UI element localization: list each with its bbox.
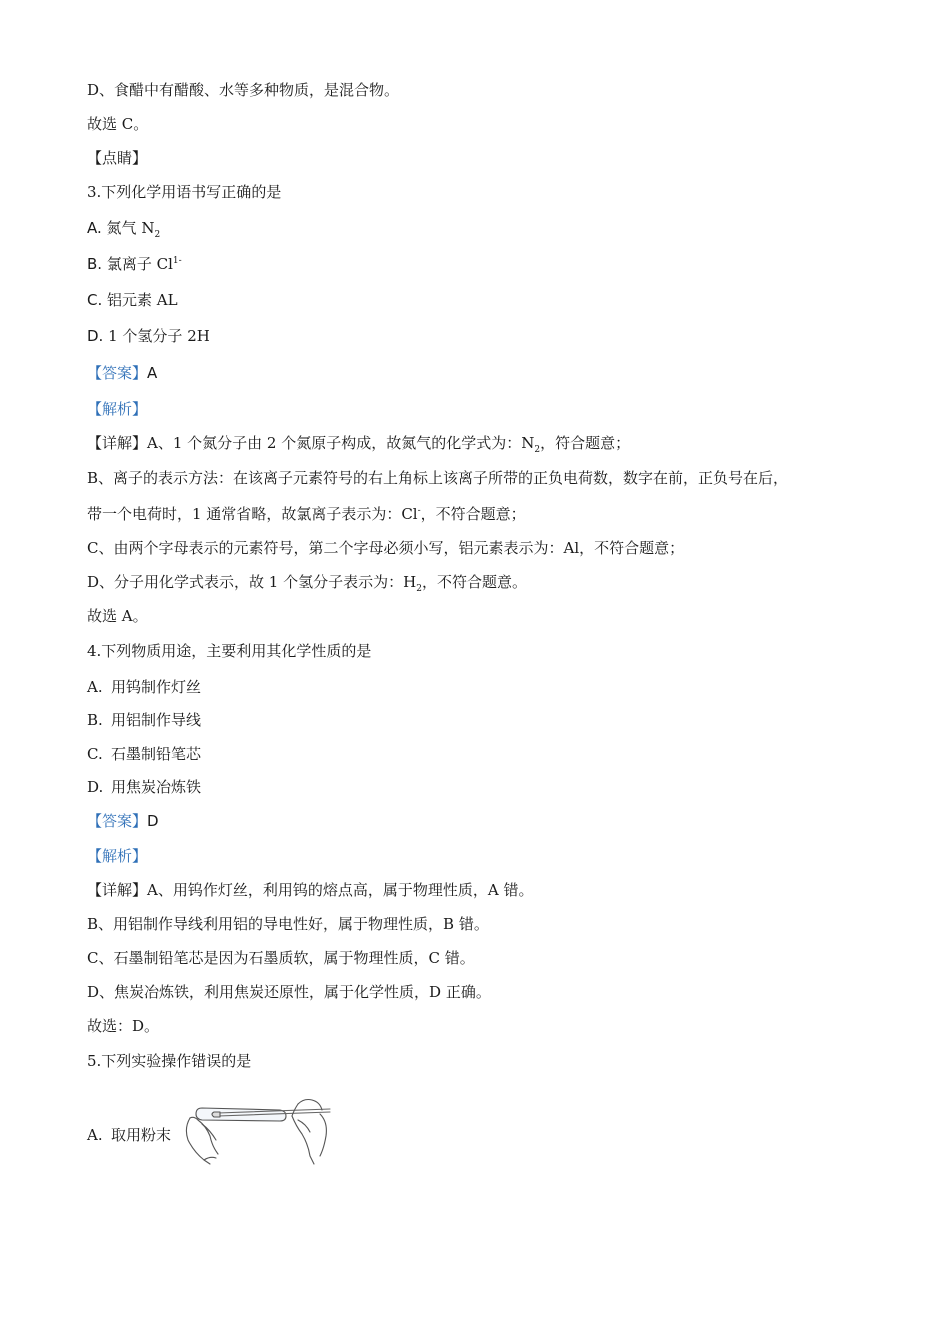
q3-option-d-letter: D. [87,327,104,345]
q3-detail-b2-tail: ，不符合题意； [420,505,526,523]
q4-analysis-label: 【解析】 [87,847,148,865]
q4-answer-label: 【答案】 [87,812,148,830]
powder-test-tube-illustration [180,1090,335,1165]
q4-conclusion: 故选：D。 [87,1017,160,1035]
q4-option-b-letter: B. [87,711,103,729]
q4-answer [87,811,159,831]
q4-option-c-letter: C. [87,745,103,763]
q4-option-b [87,710,201,730]
prev-option-d-explanation: D、食醋中有醋酸、水等多种物质，是混合物。 [87,81,400,99]
q3-detail-b-line2 [87,504,526,524]
q3-option-a-text: 氮气 N [106,219,155,237]
q3-detail-b-line1: B、离子的表示方法：在该离子元素符号的右上角标上该离子所带的正负电荷数，数字在前，正负号在后， [87,469,789,487]
q3-conclusion: 故选 A。 [87,607,148,625]
q4-option-d-letter: D. [87,778,104,796]
q3-detail-b2-superscript: - [417,506,421,516]
q3-detail-d-subscript: 2 [416,584,422,594]
q3-detail-a-tail: ，符合题意； [540,434,631,452]
q4-option-c [87,744,201,764]
q3-detail-b2-text: 带一个电荷时，1 通常省略，故氯离子表示为：Cl [87,505,418,523]
q4-option-a-text: 用钨制作灯丝 [111,678,202,696]
q3-detail-a-text: A、1 个氮分子由 2 个氮原子构成，故氮气的化学式为：N [147,434,535,452]
q4-detail-a [87,880,533,900]
q3-option-c [87,290,178,310]
q3-option-b-letter: B. [87,255,103,273]
dianjing-label: 【点睛】 [87,149,148,167]
q4-option-a-letter: A. [87,678,103,696]
q3-option-d-text: 1 个氢分子 2H [108,327,210,345]
q3-detail-c: C、由两个字母表示的元素符号，第二个字母必须小写，铝元素表示为：Al，不符合题意； [87,539,685,557]
q4-detail-b: B、用铝制作导线利用铝的导电性好，属于物理性质，B 错。 [87,915,489,933]
q4-option-a [87,677,201,697]
q4-option-d [87,777,201,797]
q4-detail-a-text: A、用钨作灯丝，利用钨的熔点高，属于物理性质，A 错。 [147,881,534,899]
q3-answer [87,363,157,383]
q3-option-a [87,218,160,238]
q4-detail-label: 【详解】 [87,881,148,899]
q3-detail-a [87,433,630,453]
q3-option-d [87,326,210,346]
q4-option-c-text: 石墨制铅笔芯 [111,745,202,763]
q3-detail-d [87,572,527,592]
q3-detail-d-text: D、分子用化学式表示，故 1 个氢分子表示为：H [87,573,417,591]
q5-option-a [87,1125,171,1145]
q3-stem: 3.下列化学用语书写正确的是 [87,183,282,201]
q4-answer-value: D [147,812,159,830]
q3-answer-value: A [147,364,158,382]
q5-option-a-text: 取用粉末 [111,1126,172,1144]
q3-option-b-text: 氯离子 Cl [106,255,173,273]
q3-detail-d-tail: ，不符合题意。 [421,573,527,591]
q3-option-a-subscript: 2 [154,230,161,240]
q3-analysis-label: 【解析】 [87,400,148,418]
q3-option-b [87,254,182,274]
q3-answer-label: 【答案】 [87,364,148,382]
q3-option-c-text: 铝元素 AL [107,291,178,309]
q3-option-b-superscript: 1- [172,256,182,266]
q3-detail-a-subscript: 2 [534,445,541,455]
q4-stem: 4.下列物质用途，主要利用其化学性质的是 [87,642,372,660]
q5-stem: 5.下列实验操作错误的是 [87,1052,252,1070]
q3-option-c-letter: C. [87,291,103,309]
q4-option-b-text: 用铝制作导线 [111,711,202,729]
q4-detail-c: C、石墨制铅笔芯是因为石墨质软，属于物理性质，C 错。 [87,949,475,967]
prev-conclusion: 故选 C。 [87,115,149,133]
q3-detail-label: 【详解】 [87,434,148,452]
q3-option-a-letter: A. [87,219,102,237]
q4-detail-d: D、焦炭冶炼铁，利用焦炭还原性，属于化学性质，D 正确。 [87,983,491,1001]
q4-option-d-text: 用焦炭冶炼铁 [111,778,202,796]
q5-option-a-letter: A. [87,1126,103,1144]
